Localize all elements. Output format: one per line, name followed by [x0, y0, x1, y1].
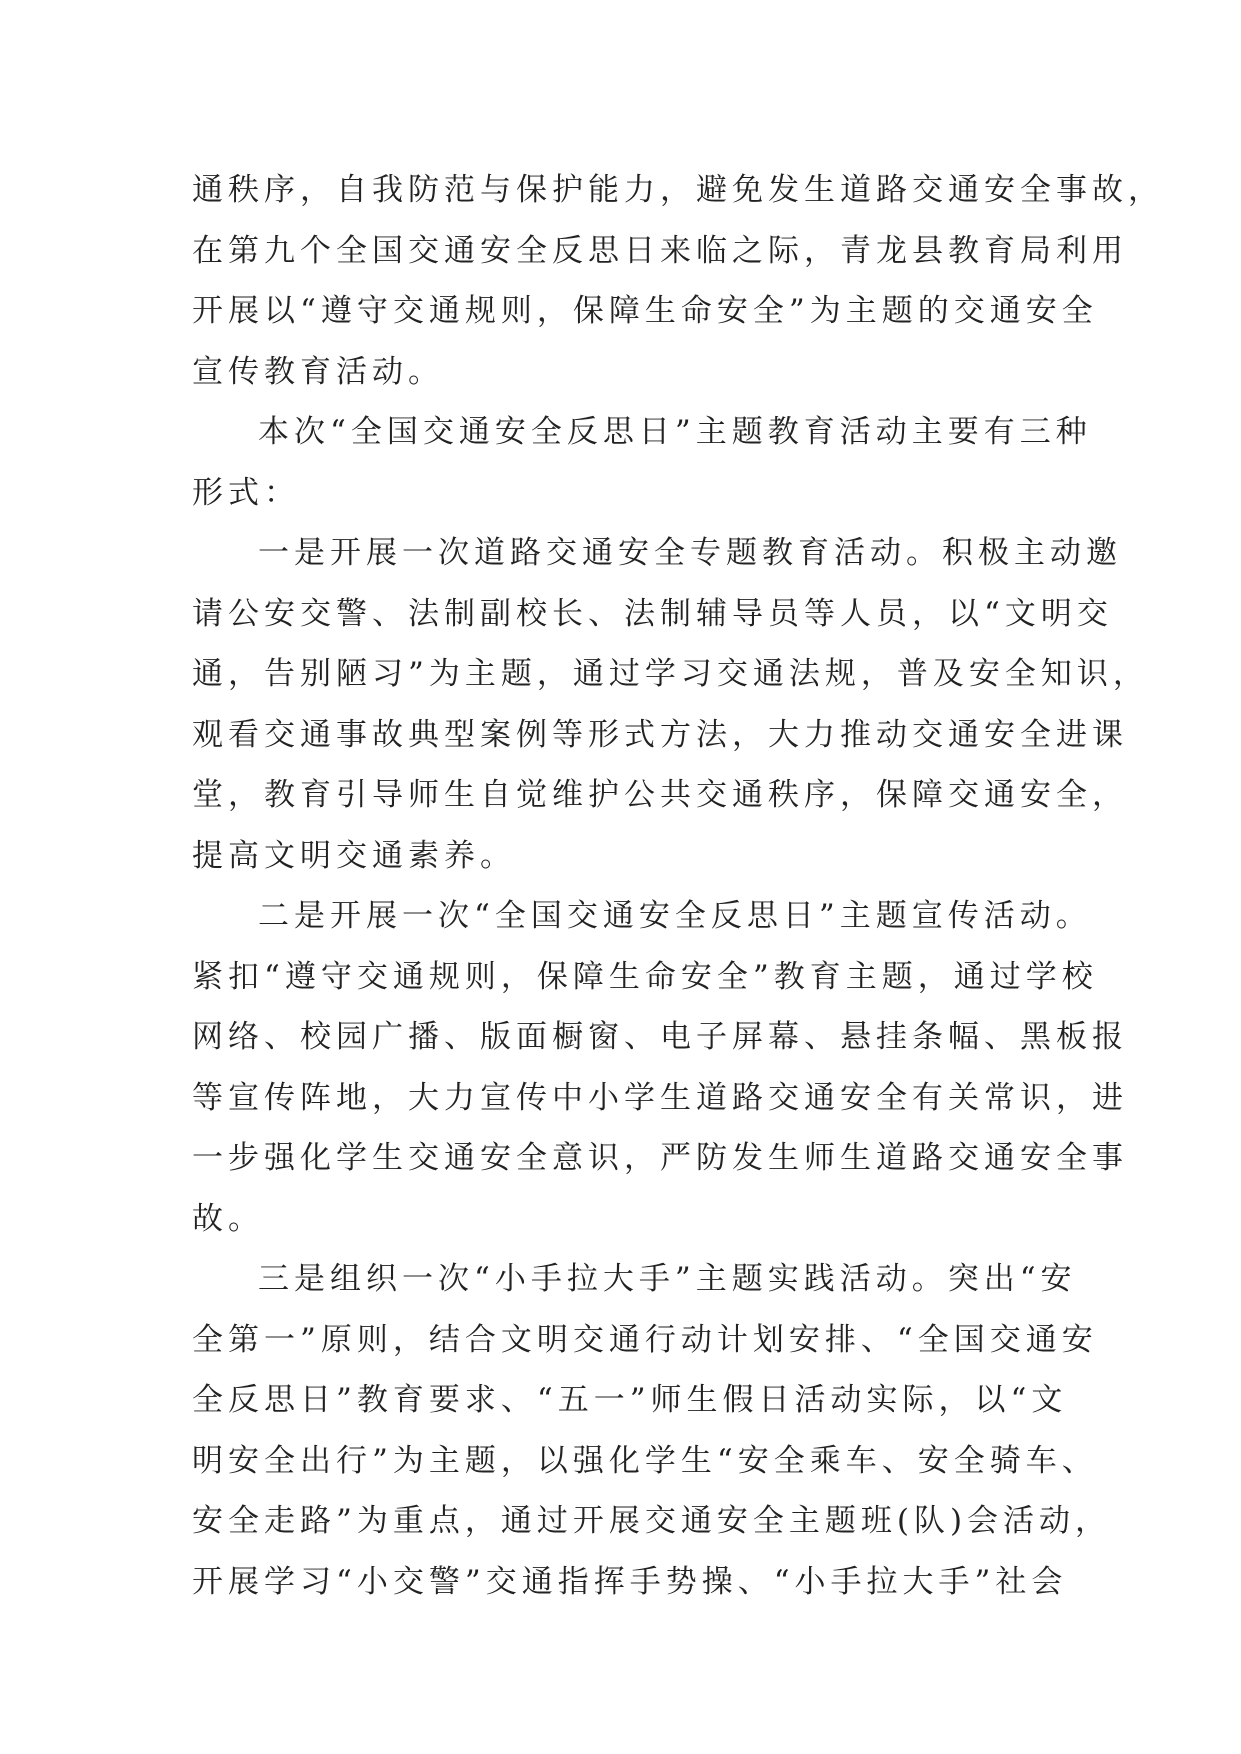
text-line: 网络、校园广播、版面橱窗、电子屏幕、悬挂条幅、黑板报: [192, 1019, 1128, 1055]
text-line: 形式：: [192, 474, 300, 511]
text-line: 一步强化学生交通安全意识，严防发生师生道路交通安全事: [192, 1140, 1128, 1176]
text-line: 开展以“遵守交通规则，保障生命安全”为主题的交通安全: [192, 293, 1098, 329]
paragraph: [192, 160, 1164, 402]
text-line: 安全走路”为重点，通过开展交通安全主题班(队)会活动，: [192, 1503, 1112, 1539]
text-line: 全第一”原则，结合文明交通行动计划安排、“全国交通安: [192, 1321, 1098, 1358]
paragraph: [192, 402, 1092, 523]
text-line: 堂，教育引导师生自觉维护公共交通秩序，保障交通安全，: [192, 777, 1128, 813]
text-line: 请公安交警、法制副校长、法制辅导员等人员，以“文明交: [192, 595, 1113, 632]
text-line: 明安全出行”为主题，以强化学生“安全乘车、安全骑车、: [192, 1442, 1098, 1479]
text-line: 观看交通事故典型案例等形式方法，大力推动交通安全进课: [192, 716, 1128, 753]
text-line: 宣传教育活动。: [192, 353, 444, 390]
paragraph: [192, 1249, 1112, 1612]
text-line: 一是开展一次道路交通安全专题教育活动。积极主动邀: [258, 535, 1122, 571]
text-line: 通，告别陋习”为主题，通过学习交通法规，普及安全知识，: [192, 656, 1149, 692]
paragraph: [192, 886, 1128, 1249]
text-line: 三是组织一次“小手拉大手”主题实践活动。突出“安: [258, 1261, 1077, 1297]
text-line: 提高文明交通素养。: [192, 837, 516, 874]
text-line: 在第九个全国交通安全反思日来临之际，青龙县教育局利用: [192, 232, 1128, 269]
document-body: [192, 160, 1164, 1612]
text-line: 开展学习“小交警”交通指挥手势操、“小手拉大手”社会: [192, 1563, 1068, 1600]
text-line: 故。: [192, 1200, 264, 1237]
text-line: 二是开展一次“全国交通安全反思日”主题宣传活动。: [258, 898, 1092, 934]
text-line: 紧扣“遵守交通规则，保障生命安全”教育主题，通过学校: [192, 958, 1098, 995]
text-line: 本次“全国交通安全反思日”主题教育活动主要有三种: [258, 414, 1092, 450]
text-line: 通秩序，自我防范与保护能力，避免发生道路交通安全事故，: [192, 172, 1164, 208]
text-line: 全反思日”教育要求、“五一”师生假日活动实际，以“文: [192, 1382, 1068, 1418]
text-line: 等宣传阵地，大力宣传中小学生道路交通安全有关常识，进: [192, 1079, 1128, 1116]
paragraph: [192, 523, 1149, 886]
